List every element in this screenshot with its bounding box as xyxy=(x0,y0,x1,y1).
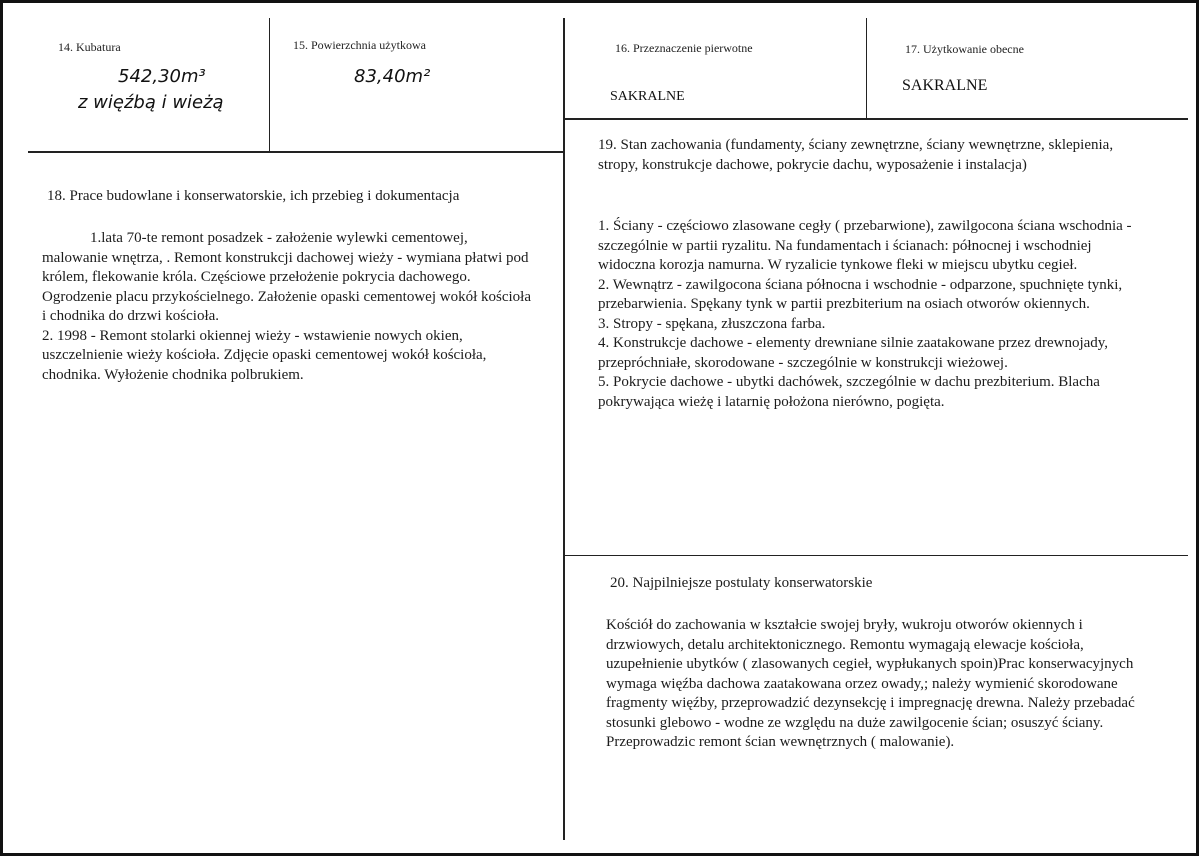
divider-h-left xyxy=(28,151,564,153)
uzytkowanie-label: 17. Użytkowanie obecne xyxy=(905,42,1024,56)
stan-item-4: 4. Konstrukcje dachowe - elementy drewniane silnie zaatakowane przez drewnojady, przepróchniałe, skorodowane - szczególnie w konstrukcji wieżowej. xyxy=(598,335,1109,371)
uzytkowanie-value: SAKRALNE xyxy=(902,77,988,94)
przeznaczenie-value: SAKRALNE xyxy=(610,89,685,104)
prace-item-2: 2. 1998 - Remont stolarki okiennej wieży - wstawienie nowych okien, uszczelnienie wieży kościoła. Zdjęcie opaski cementowej wokół kościoła, chodnika. Wyłożenie chodnika polbrukiem. xyxy=(42,327,487,383)
przeznaczenie-label: 16. Przeznaczenie pierwotne xyxy=(615,41,753,55)
powierzchnia-value: 83,40m² xyxy=(354,66,431,87)
divider-h-right-mid xyxy=(564,555,1188,556)
kubatura-note: z więźbą i wieżą xyxy=(78,92,224,113)
prace-heading: 18. Prace budowlane i konserwatorskie, ich przebieg i dokumentacja xyxy=(47,188,460,204)
stan-item-3: 3. Stropy - spękana, złuszczona farba. xyxy=(598,315,826,332)
kubatura-label: 14. Kubatura xyxy=(58,40,121,54)
stan-item-1: 1. Ściany - częściowo zlasowane cegły ( przebarwione), zawilgocona ściana wschodnia - szczególnie w partii ryzalitu. Na fundamentach i ścianach: północnej i wschodniej widoczna korozja namurna. W ryzalicie tynkowe fleki w miejscu ubytku cegieł. xyxy=(598,218,1132,273)
postulaty-heading: 20. Najpilniejsze postulaty konserwatorskie xyxy=(610,575,873,591)
stan-heading: 19. Stan zachowania (fundamenty, ściany zewnętrzne, ściany wewnętrzne, sklepienia, stropy, konstrukcje dachowe, pokrycie dachu, wyposażenie i instalacja) xyxy=(598,137,1114,173)
divider-v-top-left xyxy=(269,18,270,152)
postulaty-text: Kościół do zachowania w kształcie swojej bryły, wukroju otworów okiennych i drzwiowych, detalu architektonicznego. Remontu wymagają elewacje kościoła, uzupełnienie ubytków ( zlasowanych cegieł, wypłukanych spoin)Prac konserwacyjnych wymaga więźba dachowa zaatakowana orzez owady,; należy wymienić skorodowane fragmenty więźby, przeprowadzić dezynsekcję i impregnację drewna. Należy przebadać stosunki glebowo - wodne ze względu na duże zawilgocenie ścian; osuszyć ściany. Przeprowadzic remont ścian wewnętrznych ( malowanie). xyxy=(606,617,1135,750)
stan-item-5: 5. Pokrycie dachowe - ubytki dachówek, szczególnie w dachu prezbiterium. Blacha pokrywająca wieżę i latarnię położona nierówno, pogięta. xyxy=(598,374,1100,410)
divider-v-main xyxy=(563,18,565,840)
stan-section xyxy=(598,217,1138,412)
divider-h-right-top xyxy=(564,118,1188,120)
kubatura-value: 542,30m³ xyxy=(118,66,206,87)
prace-section xyxy=(42,229,532,385)
powierzchnia-label: 15. Powierzchnia użytkowa xyxy=(293,38,426,52)
prace-item-1 xyxy=(42,229,532,327)
stan-item-2: 2. Wewnątrz - zawilgocona ściana północna i wschodnie - odparzone, spuchnięte tynki, przebarwienia. Spękany tynk w partii prezbiterium na osiach otworów okiennych. xyxy=(598,276,1123,312)
divider-v-top-right xyxy=(866,18,867,118)
prace-item-1-text: 1.lata 70-te remont posadzek - założenie wylewki cementowej, malowanie wnętrza, . Remont konstrukcji dachowej wieży - wymiana płatwi pod królem, flekowanie króla. Częściowe przełożenie pokrycia dachowego. Ogrodzenie placu przykościelnego. Założenie opaski cementowej wokół kościoła i chodnika do drzwi kościoła. xyxy=(42,230,531,324)
